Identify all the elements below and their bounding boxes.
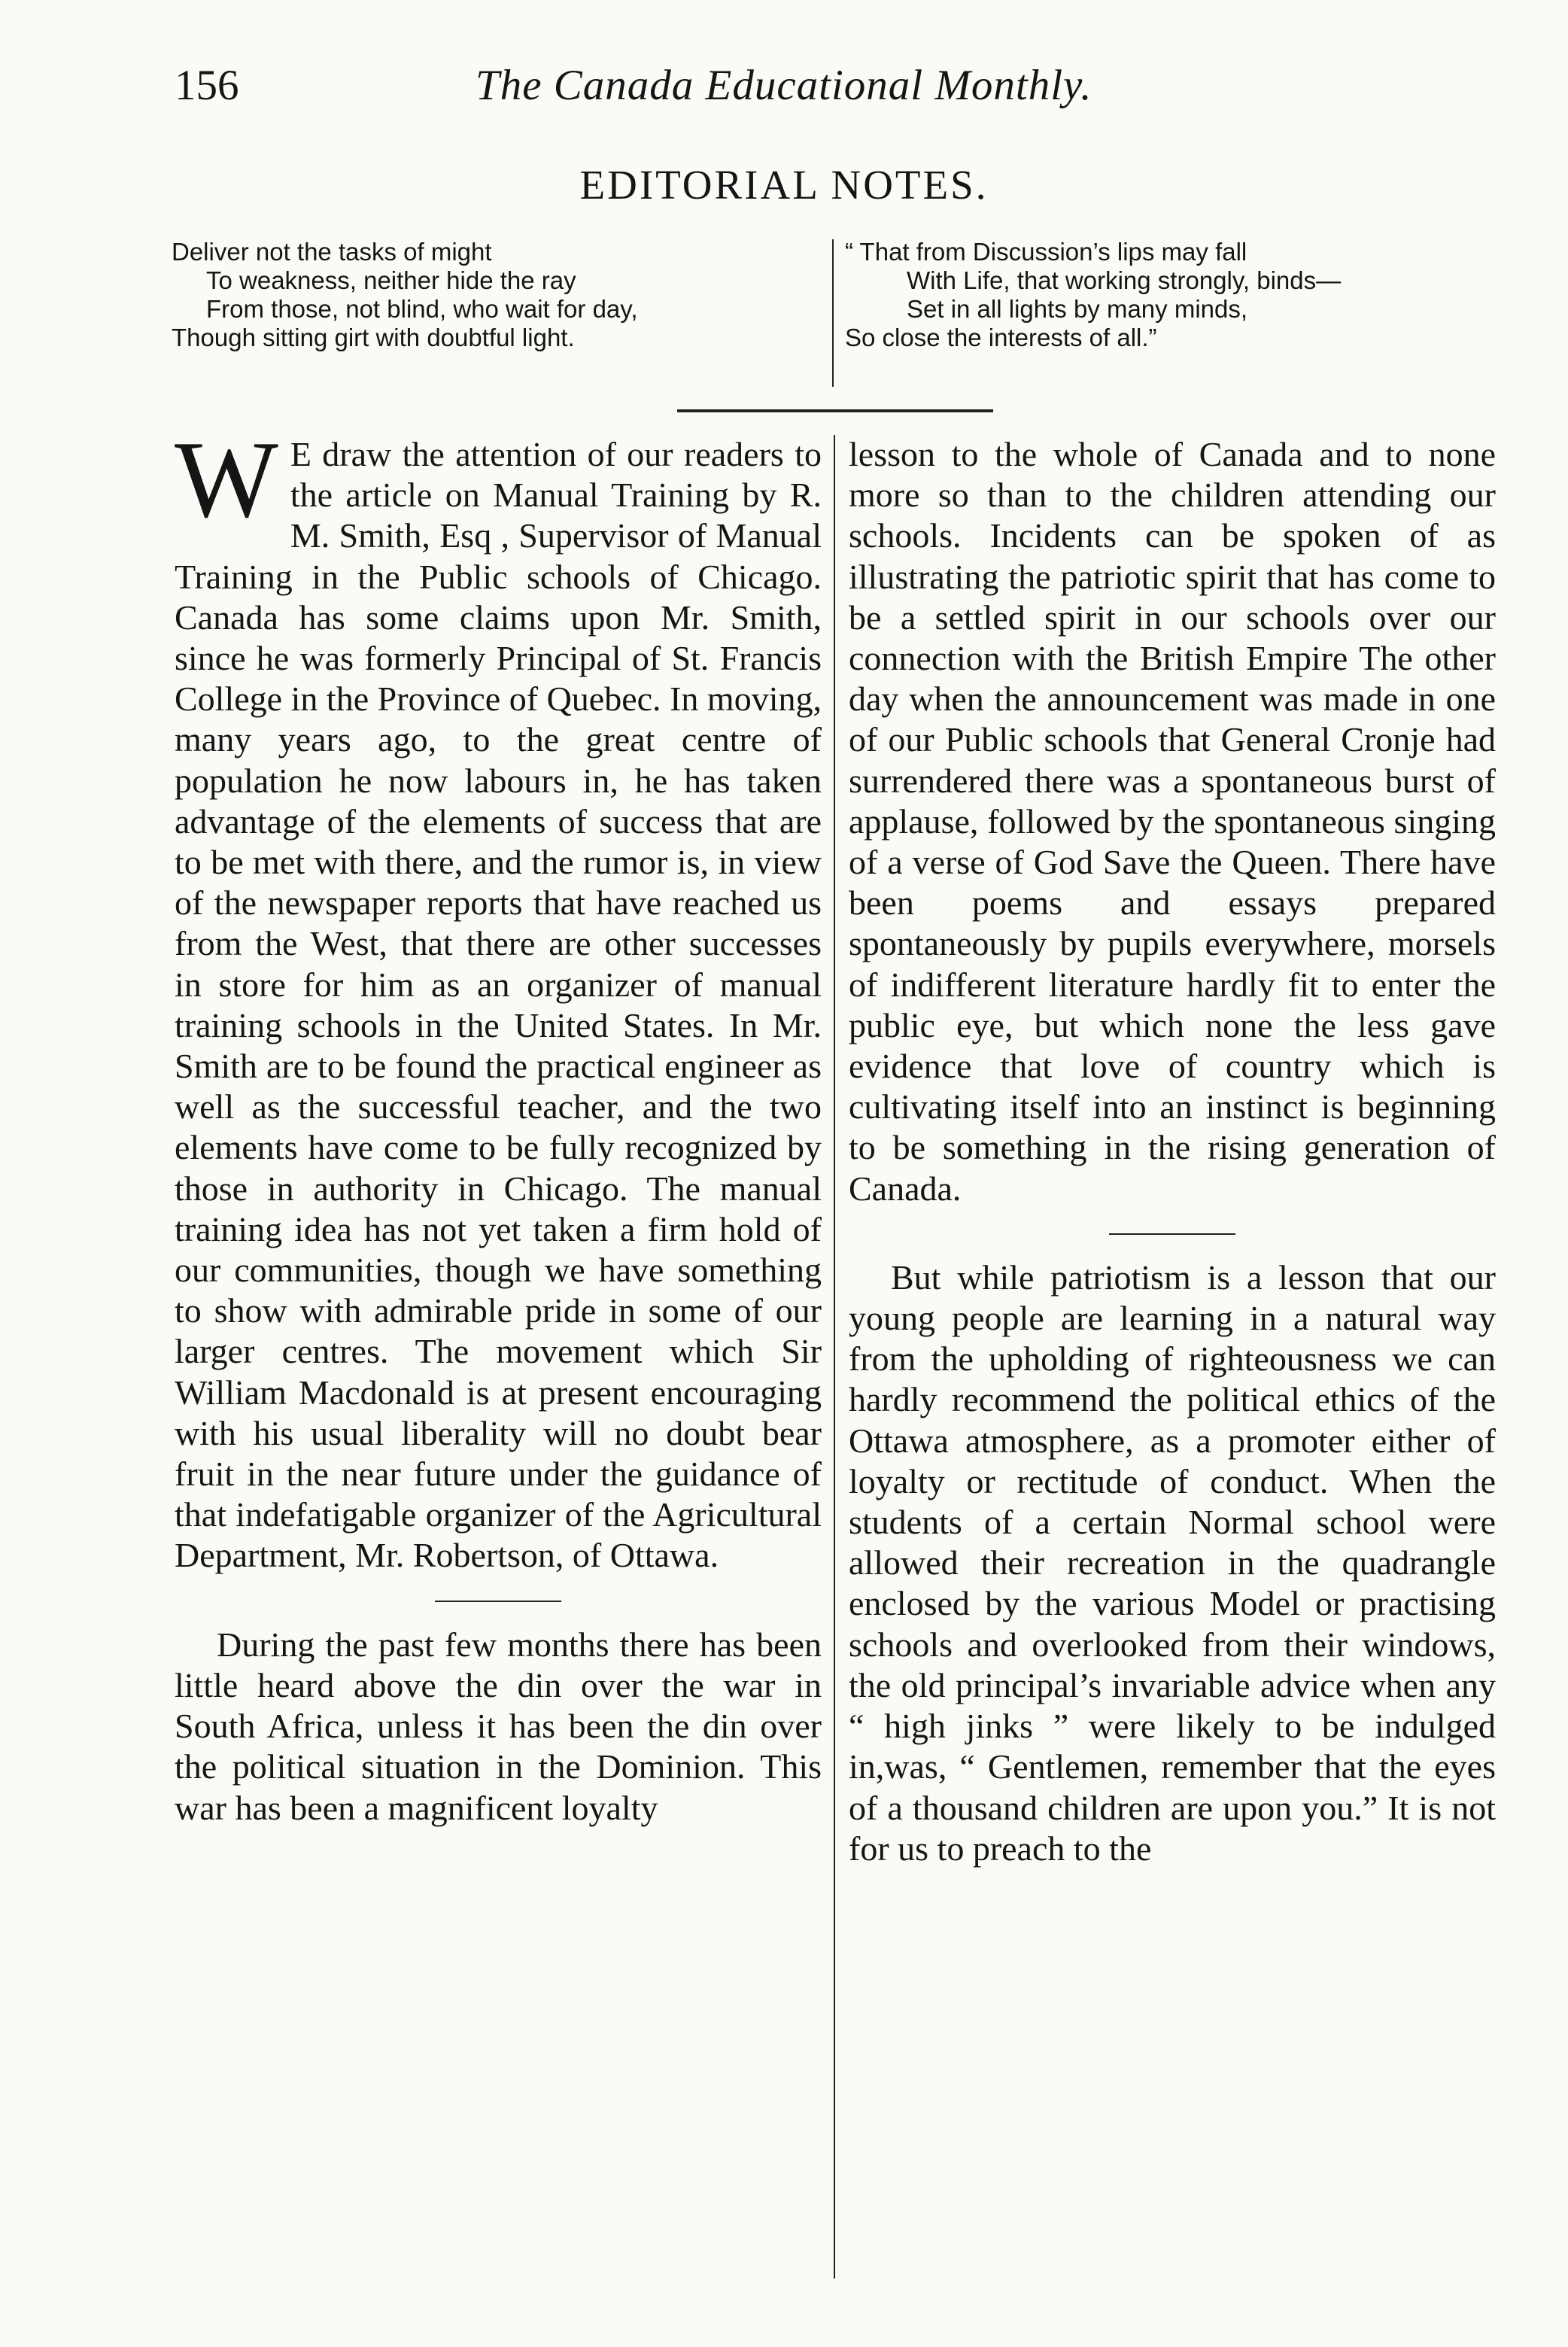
epigraph-line: “ That from Discussion’s lips may fall [845, 238, 1247, 266]
left-column [175, 418, 822, 1829]
epigraph-line: Though sitting girt with doubtful light. [172, 324, 575, 351]
section-heading: EDITORIAL NOTES. [579, 162, 989, 208]
epigraph-line: To weakness, neither hide the ray [206, 266, 576, 294]
paragraph-rule [1109, 1233, 1235, 1235]
epigraph-line: Deliver not the tasks of might [172, 238, 492, 266]
epigraph-line: With Life, that working strongly, binds— [907, 266, 1342, 294]
column-divider [834, 435, 835, 2279]
article-paragraph [175, 418, 822, 1576]
epigraph-divider [832, 239, 834, 387]
epigraph-line: So close the interests of all.” [845, 324, 1157, 351]
right-column [849, 434, 1496, 1869]
section-rule [677, 409, 993, 412]
running-head [175, 56, 1529, 116]
article-paragraph-continued: lesson to the whole of Canada and to none more so than to the children attending our schools. Incidents can be spoken of as illustrating the patriotic spirit that has come to be a settled spirit in our schools over our connection with the British Empire The other day when the announcement was made in one of our Public schools that General Cronje had surrendered there was a spontaneous burst of applause, followed by the spontaneous singing of a verse of God Save the Queen. There have been poems and essays prepared spontaneously by pupils everywhere, morsels of indifferent literature hardly fit to enter the public eye, but which none the less gave evidence that love of country which is cultivating itself into an instinct is beginning to be something in the rising generation of Canada. [849, 435, 1496, 1208]
epigraph-line: From those, not blind, who wait for day, [206, 295, 638, 323]
paragraph-rule [435, 1601, 561, 1602]
epigraph-line: Set in all lights by many minds, [907, 295, 1248, 323]
article-paragraph: During the past few months there has been little heard above the din over the war in South Africa, unless it has been the din over the political situation in the Dominion. This war has been a magnificent loyalty [175, 1625, 822, 1827]
drop-cap: W [175, 418, 278, 540]
epigraph-right [845, 238, 1492, 352]
article-paragraph: But while patriotism is a lesson that our young people are learning in a natural way from the upholding of righteousness we can hardly recommend the political ethics of the Ottawa atmosphere, as a promoter either of loyalty or rectitude of conduct. When the students of a certain Normal school were allowed their recreation in the quadrangle enclosed by the various Model or practising schools and overlooked from their windows, the old principal’s invariable advice when any “ high jinks ” were likely to be indulged in,was, “ Gentlemen, remember that the eyes of a thousand children are upon you.” It is not for us to preach to the [849, 1257, 1496, 1868]
journal-title: The Canada Educational Monthly. [476, 62, 1092, 109]
page-number: 156 [175, 62, 239, 109]
epigraph-left [172, 238, 819, 352]
paragraph-text: E draw the attention of our readers to the article on Manual Training by R. M. Smith, Esq , Supervisor of Manual Training in the Public schools of Chicago. Canada has some claims upon Mr. Smith, since he was formerly Principal of St. Francis College in the Province of Quebec. In moving, many years ago, to the great centre of population he now labours in, he has taken advantage of the elements of success that are to be met with there, and the rumor is, in view of the newspaper reports that have reached us from the West, that there are other successes in store for him as an organizer of manual training schools in the United States. In Mr. Smith are to be found the practical engineer as well as the successful teacher, and the two elements have come to be fully recognized by those in authority in Chicago. The manual training idea has not yet taken a firm hold of our communities, though we have something to show with admirable pride in some of our larger centres. The movement which Sir William Macdonald is at present encouraging with his usual liberality will no doubt bear fruit in the near future under the guidance of that indefatigable organizer of the Agricultural Department, Mr. Robertson, of Ottawa. [175, 435, 822, 1575]
